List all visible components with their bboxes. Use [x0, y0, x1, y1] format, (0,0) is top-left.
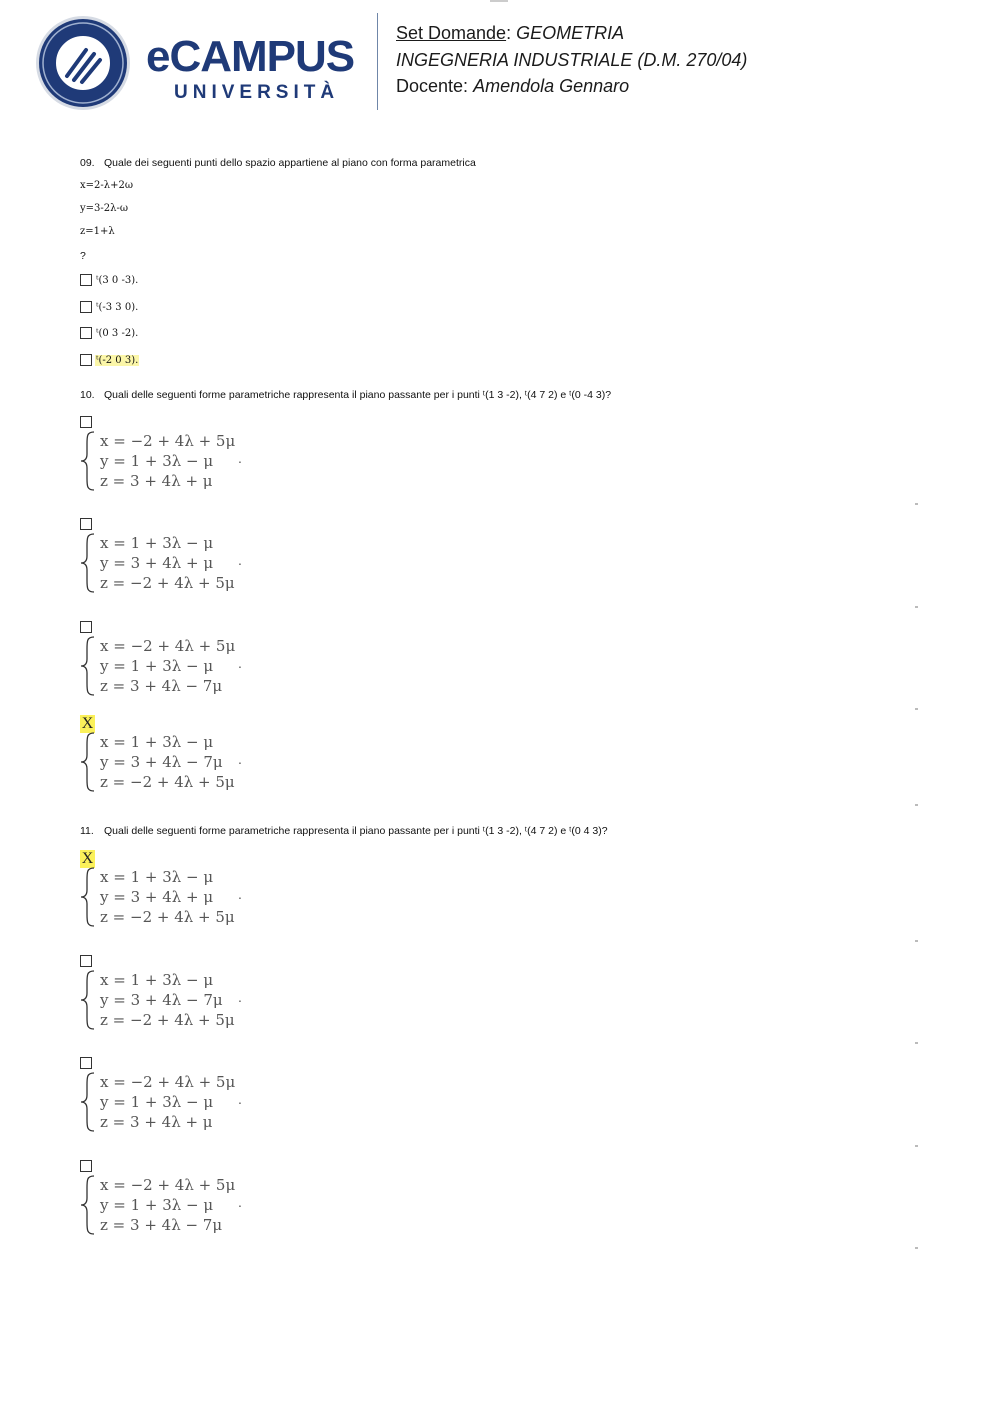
- q9-option-2[interactable]: [80, 299, 139, 315]
- equation-system: [100, 431, 235, 491]
- q9-question-mark: ?: [80, 250, 86, 262]
- question-10: [80, 389, 611, 401]
- selected-x-mark[interactable]: X: [81, 850, 94, 867]
- q10-option-1[interactable]: [78, 416, 278, 496]
- equation-y: y = 1 + 3λ − μ: [100, 452, 214, 470]
- edge-marker: [915, 940, 918, 942]
- answer-mark[interactable]: [80, 1160, 94, 1175]
- brand-subtitle: UNIVERSITÀ: [174, 82, 340, 103]
- course-name: INGEGNERIA INDUSTRIALE (D.M. 270/04): [396, 49, 748, 70]
- answer-mark[interactable]: [80, 416, 94, 431]
- q11-option-4[interactable]: [78, 1160, 278, 1240]
- equation-x: x = 1 + 3λ − μ: [100, 971, 214, 989]
- option-text-highlighted: ᵗ(-2 0 3).: [96, 354, 139, 366]
- question-number: 09.: [80, 157, 95, 169]
- q9-equation-x: x=2-λ+2ω: [80, 180, 133, 191]
- period: .: [238, 989, 242, 1005]
- equation-z: z = −2 + 4λ + 5μ: [100, 1011, 235, 1029]
- answer-mark[interactable]: [80, 852, 94, 867]
- selected-x-mark[interactable]: X: [81, 715, 94, 732]
- equation-z: z = 3 + 4λ + μ: [100, 472, 213, 490]
- question-09: [80, 157, 476, 169]
- question-text: Quali delle seguenti forme parametriche rappresenta il piano passante per i punti ᵗ(1 3 -2), ᵗ(4 7 2) e ᵗ(0 4 3)?: [104, 825, 608, 837]
- equation-y: y = 3 + 4λ − 7μ: [100, 991, 223, 1009]
- q10-option-3[interactable]: [78, 621, 278, 701]
- q11-option-2[interactable]: [78, 955, 278, 1035]
- period: .: [238, 751, 242, 767]
- equation-y: y = 3 + 4λ + μ: [100, 554, 214, 572]
- q9-option-3[interactable]: [80, 325, 139, 341]
- answer-mark[interactable]: [80, 717, 94, 732]
- checkbox[interactable]: [80, 518, 92, 530]
- period: .: [238, 450, 242, 466]
- equation-x: x = 1 + 3λ − μ: [100, 534, 214, 552]
- set-label: Set Domande: [396, 23, 507, 43]
- equation-y: y = 1 + 3λ − μ: [100, 1196, 214, 1214]
- option-text: ᵗ(3 0 -3).: [96, 274, 139, 286]
- equation-y: y = 3 + 4λ + μ: [100, 888, 214, 906]
- equation-x: x = −2 + 4λ + 5μ: [100, 1073, 236, 1091]
- checkbox[interactable]: [80, 274, 92, 286]
- equation-system: [100, 1175, 235, 1235]
- top-marker: [490, 0, 508, 2]
- period: .: [238, 552, 242, 568]
- answer-mark[interactable]: [80, 955, 94, 970]
- q9-option-1[interactable]: [80, 272, 139, 288]
- equation-y: y = 3 + 4λ − 7μ: [100, 753, 223, 771]
- equation-x: x = 1 + 3λ − μ: [100, 733, 214, 751]
- equation-x: x = −2 + 4λ + 5μ: [100, 637, 236, 655]
- edge-marker: [915, 1145, 918, 1147]
- answer-mark[interactable]: [80, 1057, 94, 1072]
- ecampus-logo: [34, 14, 364, 114]
- checkbox[interactable]: [80, 955, 92, 967]
- q10-option-4[interactable]: [78, 717, 278, 797]
- option-text: ᵗ(0 3 -2).: [96, 327, 139, 339]
- q10-option-2[interactable]: [78, 518, 278, 598]
- equation-system: [100, 1072, 235, 1132]
- left-brace-icon: [78, 1174, 98, 1236]
- q9-equation-z: z=1+λ: [80, 226, 115, 237]
- q11-option-3[interactable]: [78, 1057, 278, 1137]
- equation-system: [100, 867, 235, 927]
- equation-y: y = 1 + 3λ − μ: [100, 657, 214, 675]
- period: .: [238, 886, 242, 902]
- page-header: [0, 0, 1000, 120]
- teacher-name: Amendola Gennaro: [473, 76, 630, 96]
- edge-marker: [915, 708, 918, 710]
- q9-option-4[interactable]: [80, 352, 139, 368]
- equation-system: [100, 533, 235, 593]
- equation-z: z = 3 + 4λ − 7μ: [100, 677, 223, 695]
- period: .: [238, 1091, 242, 1107]
- brand-wordmark: [146, 32, 366, 112]
- checkbox[interactable]: [80, 621, 92, 633]
- question-text: Quale dei seguenti punti dello spazio appartiene al piano con forma parametrica: [104, 157, 476, 169]
- header-set-line: Set Domande: GEOMETRIA: [396, 23, 625, 43]
- answer-mark[interactable]: [80, 621, 94, 636]
- left-brace-icon: [78, 969, 98, 1031]
- checkbox[interactable]: [80, 1160, 92, 1172]
- equation-y: y = 1 + 3λ − μ: [100, 1093, 214, 1111]
- equation-x: x = 1 + 3λ − μ: [100, 868, 214, 886]
- edge-marker: [915, 606, 918, 608]
- left-brace-icon: [78, 1071, 98, 1133]
- edge-marker: [915, 804, 918, 806]
- equation-z: z = 3 + 4λ − 7μ: [100, 1216, 223, 1234]
- q9-equation-y: y=3-2λ-ω: [80, 203, 129, 214]
- question-text: Quali delle seguenti forme parametriche rappresenta il piano passante per i punti ᵗ(1 3 -2), ᵗ(4 7 2) e ᵗ(0 -4 3)?: [104, 389, 612, 401]
- period: .: [238, 655, 242, 671]
- teacher-label: Docente:: [396, 76, 469, 96]
- edge-marker: [915, 1042, 918, 1044]
- question-number: 10.: [80, 389, 95, 401]
- period: .: [238, 1194, 242, 1210]
- equation-z: z = −2 + 4λ + 5μ: [100, 908, 235, 926]
- left-brace-icon: [78, 866, 98, 928]
- checkbox[interactable]: [80, 1057, 92, 1069]
- equation-z: z = 3 + 4λ + μ: [100, 1113, 213, 1131]
- equation-z: z = −2 + 4λ + 5μ: [100, 574, 235, 592]
- equation-system: [100, 636, 235, 696]
- edge-marker: [915, 503, 918, 505]
- checkbox[interactable]: [80, 354, 92, 366]
- left-brace-icon: [78, 635, 98, 697]
- left-brace-icon: [78, 532, 98, 594]
- q11-option-1[interactable]: [78, 852, 278, 932]
- header-course-line: [396, 47, 747, 74]
- checkbox[interactable]: [80, 416, 92, 428]
- checkbox[interactable]: [80, 327, 92, 339]
- brand-name: eCAMPUS: [146, 32, 355, 81]
- equation-x: x = −2 + 4λ + 5μ: [100, 432, 236, 450]
- equation-system: [100, 970, 235, 1030]
- equation-z: z = −2 + 4λ + 5μ: [100, 773, 235, 791]
- header-teacher-line: [396, 73, 747, 100]
- equation-x: x = −2 + 4λ + 5μ: [100, 1176, 236, 1194]
- header-info: [396, 20, 747, 100]
- checkbox[interactable]: [80, 301, 92, 313]
- edge-marker: [915, 1247, 918, 1249]
- option-text: ᵗ(-3 3 0).: [96, 301, 139, 313]
- subject-name: GEOMETRIA: [516, 23, 625, 43]
- equation-system: [100, 732, 235, 792]
- answer-mark[interactable]: [80, 518, 94, 533]
- header-divider: [377, 13, 378, 110]
- question-11: [80, 825, 608, 837]
- university-seal-icon: [34, 14, 132, 112]
- question-number: 11.: [80, 825, 94, 837]
- left-brace-icon: [78, 430, 98, 492]
- left-brace-icon: [78, 731, 98, 793]
